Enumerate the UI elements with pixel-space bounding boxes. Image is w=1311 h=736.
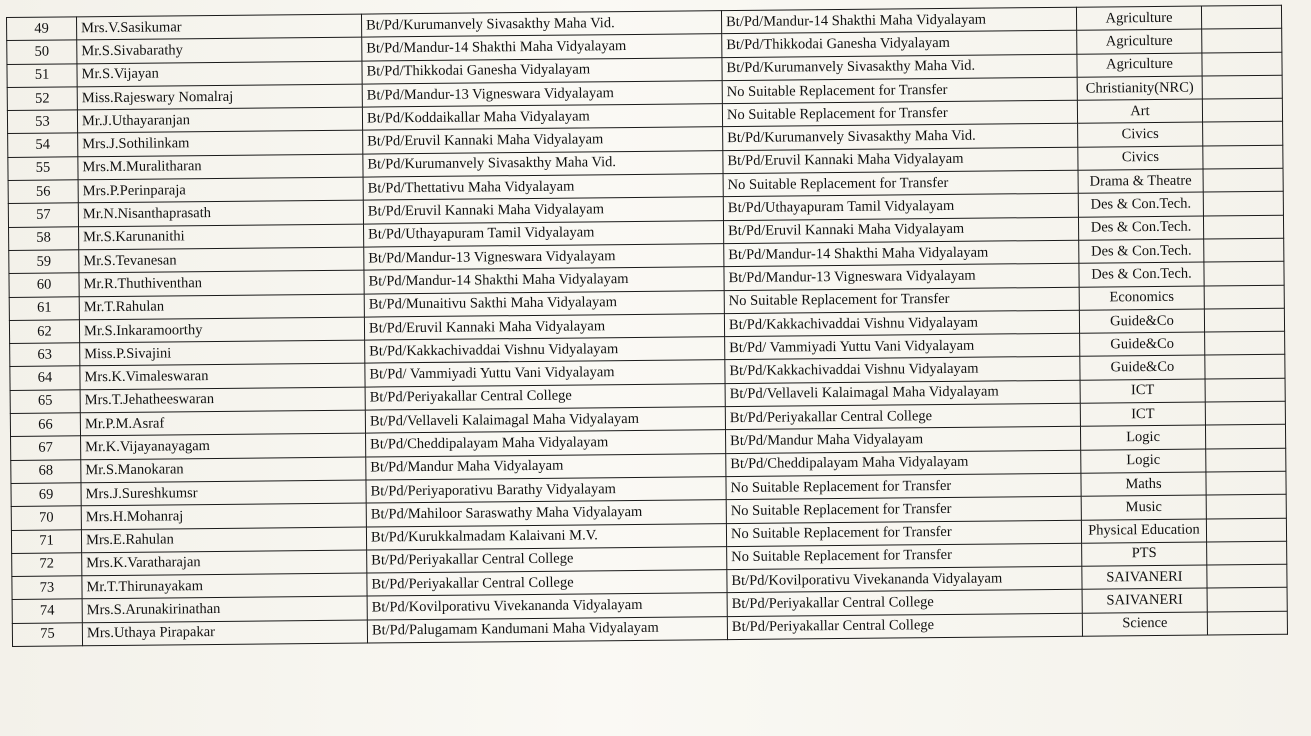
teacher-name: Mr.S.Vijayan [77, 61, 362, 87]
transfer-school: Bt/Pd/Kakkachivaddai Vishnu Vidyalayam [725, 357, 1080, 384]
row-number: 58 [9, 226, 79, 250]
teacher-name: Mrs.Uthaya Pirapakar [82, 620, 367, 646]
teacher-name: Mr.R.Thuthiventhan [79, 270, 364, 296]
transfer-school: No Suitable Replacement for Transfer [726, 520, 1081, 547]
transfer-school: Bt/Pd/Periyakallar Central College [727, 590, 1082, 617]
empty-cell [1204, 285, 1284, 309]
teacher-name: Mr.S.Manokaran [81, 457, 366, 483]
transfer-school: No Suitable Replacement for Transfer [727, 543, 1082, 570]
subject: PTS [1082, 542, 1207, 566]
teacher-name: Mr.K.Vijayanayagam [81, 433, 366, 459]
empty-cell [1205, 425, 1285, 449]
empty-cell [1205, 355, 1285, 379]
empty-cell [1202, 75, 1282, 99]
row-number: 49 [7, 17, 77, 41]
row-number: 59 [9, 250, 79, 274]
current-school: Bt/Pd/Thettativu Maha Vidyalayam [363, 174, 723, 201]
row-number: 61 [9, 296, 79, 320]
current-school: Bt/Pd/Periyakallar Central College [367, 546, 727, 573]
subject: Logic [1081, 449, 1206, 473]
current-school: Bt/Pd/Eruvil Kannaki Maha Vidyalayam [363, 127, 723, 154]
subject: Music [1081, 495, 1206, 519]
transfer-school: Bt/Pd/Uthayapuram Tamil Vidyalayam [723, 194, 1078, 221]
empty-cell [1202, 52, 1282, 76]
empty-cell [1202, 98, 1282, 122]
row-number: 50 [7, 40, 77, 64]
subject: Economics [1079, 286, 1204, 310]
subject: Maths [1081, 472, 1206, 496]
teacher-name: Mrs.V.Sasikumar [77, 14, 362, 40]
empty-cell [1206, 471, 1286, 495]
subject: ICT [1080, 402, 1205, 426]
transfer-table [6, 5, 1288, 647]
subject: SAIVANERI [1082, 565, 1207, 589]
empty-cell [1203, 192, 1283, 216]
current-school: Bt/Pd/Kurumanvely Sivasakthy Maha Vid. [361, 11, 721, 38]
empty-cell [1206, 518, 1286, 542]
current-school: Bt/Pd/Kurumanvely Sivasakthy Maha Vid. [363, 150, 723, 177]
row-number: 67 [11, 436, 81, 460]
teacher-name: Mrs.J.Sothilinkam [78, 131, 363, 157]
current-school: Bt/Pd/Uthayapuram Tamil Vidyalayam [364, 220, 724, 247]
subject: Civics [1078, 146, 1203, 170]
transfer-school: Bt/Pd/Periyakallar Central College [725, 403, 1080, 430]
transfer-school: No Suitable Replacement for Transfer [724, 287, 1079, 314]
empty-cell [1204, 262, 1284, 286]
subject: ICT [1080, 379, 1205, 403]
subject: Des & Con.Tech. [1078, 192, 1203, 216]
row-number: 66 [10, 413, 80, 437]
transfer-school: Bt/Pd/Cheddipalayam Maha Vidyalayam [726, 450, 1081, 477]
current-school: Bt/Pd/Periyakallar Central College [365, 383, 725, 410]
transfer-school: Bt/Pd/Mandur-14 Shakthi Maha Vidyalayam [724, 240, 1079, 267]
empty-cell [1207, 588, 1287, 612]
subject: Physical Education [1081, 519, 1206, 543]
row-number: 65 [10, 390, 80, 414]
current-school: Bt/Pd/Mandur-14 Shakthi Maha Vidyalayam [362, 34, 722, 61]
teacher-name: Mr.S.Tevanesan [79, 247, 364, 273]
teacher-name: Mrs.J.Sureshkumsr [81, 480, 366, 506]
current-school: Bt/Pd/Mandur Maha Vidyalayam [366, 453, 726, 480]
teacher-name: Mrs.H.Mohanraj [81, 503, 366, 529]
transfer-school: Bt/Pd/Mandur-13 Vigneswara Vidyalayam [724, 263, 1079, 290]
transfer-school: No Suitable Replacement for Transfer [722, 100, 1077, 127]
subject: SAIVANERI [1082, 588, 1207, 612]
subject: Agriculture [1077, 29, 1202, 53]
subject: Logic [1080, 425, 1205, 449]
teacher-name: Mrs.E.Rahulan [81, 527, 366, 553]
row-number: 54 [8, 133, 78, 157]
row-number: 75 [12, 623, 82, 647]
current-school: Bt/Pd/Mandur-13 Vigneswara Vidyalayam [364, 244, 724, 271]
transfer-school: Bt/Pd/Mandur-14 Shakthi Maha Vidyalayam [721, 7, 1076, 34]
empty-cell [1207, 541, 1287, 565]
subject: Des & Con.Tech. [1079, 239, 1204, 263]
empty-cell [1205, 401, 1285, 425]
empty-cell [1203, 168, 1283, 192]
row-number: 69 [11, 483, 81, 507]
current-school: Bt/Pd/Mandur-13 Vigneswara Vidyalayam [362, 81, 722, 108]
row-number: 60 [9, 273, 79, 297]
teacher-name: Mrs.M.Muralitharan [78, 154, 363, 180]
current-school: Bt/Pd/Palugamam Kandumani Maha Vidyalayam [367, 616, 727, 643]
transfer-school: No Suitable Replacement for Transfer [722, 77, 1077, 104]
teacher-name: Mr.S.Sivabarathy [77, 37, 362, 63]
current-school: Bt/Pd/Mandur-14 Shakthi Maha Vidyalayam [364, 267, 724, 294]
teacher-name: Miss.P.Sivajini [80, 340, 365, 366]
subject: Art [1077, 99, 1202, 123]
row-number: 56 [8, 180, 78, 204]
transfer-school: Bt/Pd/Periyakallar Central College [727, 613, 1082, 640]
teacher-name: Miss.Rajeswary Nomalraj [77, 84, 362, 110]
transfer-school: Bt/Pd/ Vammiyadi Yuttu Vani Vidyalayam [725, 333, 1080, 360]
row-number: 74 [12, 599, 82, 623]
row-number: 71 [11, 529, 81, 553]
empty-cell [1203, 215, 1283, 239]
table-body [7, 5, 1288, 646]
current-school: Bt/Pd/Kovilporativu Vivekananda Vidyalayam [367, 593, 727, 620]
subject: Christianity(NRC) [1077, 76, 1202, 100]
subject: Agriculture [1076, 6, 1201, 30]
transfer-school: Bt/Pd/Eruvil Kannaki Maha Vidyalayam [723, 217, 1078, 244]
current-school: Bt/Pd/Periyakallar Central College [367, 570, 727, 597]
empty-cell [1205, 331, 1285, 355]
teacher-name: Mrs.K.Varatharajan [82, 550, 367, 576]
transfer-school: Bt/Pd/Eruvil Kannaki Maha Vidyalayam [723, 147, 1078, 174]
transfer-school: Bt/Pd/Kovilporativu Vivekananda Vidyalayam [727, 566, 1082, 593]
transfer-school: No Suitable Replacement for Transfer [723, 170, 1078, 197]
current-school: Bt/Pd/Koddaikallar Maha Vidyalayam [362, 104, 722, 131]
teacher-name: Mrs.K.Vimaleswaran [80, 364, 365, 390]
transfer-school: Bt/Pd/Kakkachivaddai Vishnu Vidyalayam [724, 310, 1079, 337]
teacher-name: Mr.T.Thirunayakam [82, 573, 367, 599]
row-number: 68 [11, 459, 81, 483]
current-school: Bt/Pd/Kakkachivaddai Vishnu Vidyalayam [365, 337, 725, 364]
teacher-name: Mr.N.Nisanthaprasath [78, 200, 363, 226]
teacher-name: Mr.J.Uthayaranjan [77, 107, 362, 133]
current-school: Bt/Pd/Vellaveli Kalaimagal Maha Vidyalayam [365, 407, 725, 434]
teacher-name: Mrs.P.Perinparaja [78, 177, 363, 203]
current-school: Bt/Pd/Thikkodai Ganesha Vidyalayam [362, 57, 722, 84]
empty-cell [1207, 564, 1287, 588]
subject: Des & Con.Tech. [1079, 262, 1204, 286]
empty-cell [1205, 378, 1285, 402]
row-number: 62 [9, 320, 79, 344]
empty-cell [1202, 29, 1282, 53]
teacher-name: Mr.T.Rahulan [79, 294, 364, 320]
transfer-school: Bt/Pd/Kurumanvely Sivasakthy Maha Vid. [723, 124, 1078, 151]
transfer-school: Bt/Pd/Mandur Maha Vidyalayam [725, 427, 1080, 454]
empty-cell [1207, 611, 1287, 635]
current-school: Bt/Pd/Cheddipalayam Maha Vidyalayam [366, 430, 726, 457]
subject: Guide&Co [1079, 309, 1204, 333]
subject: Des & Con.Tech. [1078, 216, 1203, 240]
row-number: 70 [11, 506, 81, 530]
teacher-name: Mrs.T.Jehatheeswaran [80, 387, 365, 413]
row-number: 53 [7, 110, 77, 134]
row-number: 57 [8, 203, 78, 227]
row-number: 73 [12, 576, 82, 600]
subject: Drama & Theatre [1078, 169, 1203, 193]
transfer-school: Bt/Pd/Kurumanvely Sivasakthy Maha Vid. [722, 54, 1077, 81]
teacher-name: Mr.P.M.Asraf [80, 410, 365, 436]
teacher-name: Mr.S.Inkaramoorthy [79, 317, 364, 343]
row-number: 55 [8, 157, 78, 181]
row-number: 51 [7, 63, 77, 87]
transfer-school: Bt/Pd/Thikkodai Ganesha Vidyalayam [722, 31, 1077, 58]
empty-cell [1204, 238, 1284, 262]
empty-cell [1206, 494, 1286, 518]
row-number: 72 [12, 553, 82, 577]
row-number: 63 [10, 343, 80, 367]
subject: Guide&Co [1080, 332, 1205, 356]
row-number: 64 [10, 366, 80, 390]
empty-cell [1203, 145, 1283, 169]
current-school: Bt/Pd/Mahiloor Saraswathy Maha Vidyalayam [366, 500, 726, 527]
subject: Agriculture [1077, 53, 1202, 77]
teacher-name: Mr.S.Karunanithi [79, 224, 364, 250]
subject: Civics [1078, 123, 1203, 147]
empty-cell [1201, 5, 1281, 29]
current-school: Bt/Pd/Kurukkalmadam Kalaivani M.V. [366, 523, 726, 550]
teacher-name: Mrs.S.Arunakirinathan [82, 596, 367, 622]
current-school: Bt/Pd/ Vammiyadi Yuttu Vani Vidyalayam [365, 360, 725, 387]
current-school: Bt/Pd/Eruvil Kannaki Maha Vidyalayam [363, 197, 723, 224]
transfer-school: No Suitable Replacement for Transfer [726, 496, 1081, 523]
row-number: 52 [7, 87, 77, 111]
current-school: Bt/Pd/Munaitivu Sakthi Maha Vidyalayam [364, 290, 724, 317]
current-school: Bt/Pd/Periyaporativu Barathy Vidyalayam [366, 477, 726, 504]
subject: Guide&Co [1080, 355, 1205, 379]
subject: Science [1082, 612, 1207, 636]
current-school: Bt/Pd/Eruvil Kannaki Maha Vidyalayam [364, 313, 724, 340]
transfer-school: Bt/Pd/Vellaveli Kalaimagal Maha Vidyalayam [725, 380, 1080, 407]
empty-cell [1206, 448, 1286, 472]
empty-cell [1203, 122, 1283, 146]
transfer-school: No Suitable Replacement for Transfer [726, 473, 1081, 500]
empty-cell [1204, 308, 1284, 332]
